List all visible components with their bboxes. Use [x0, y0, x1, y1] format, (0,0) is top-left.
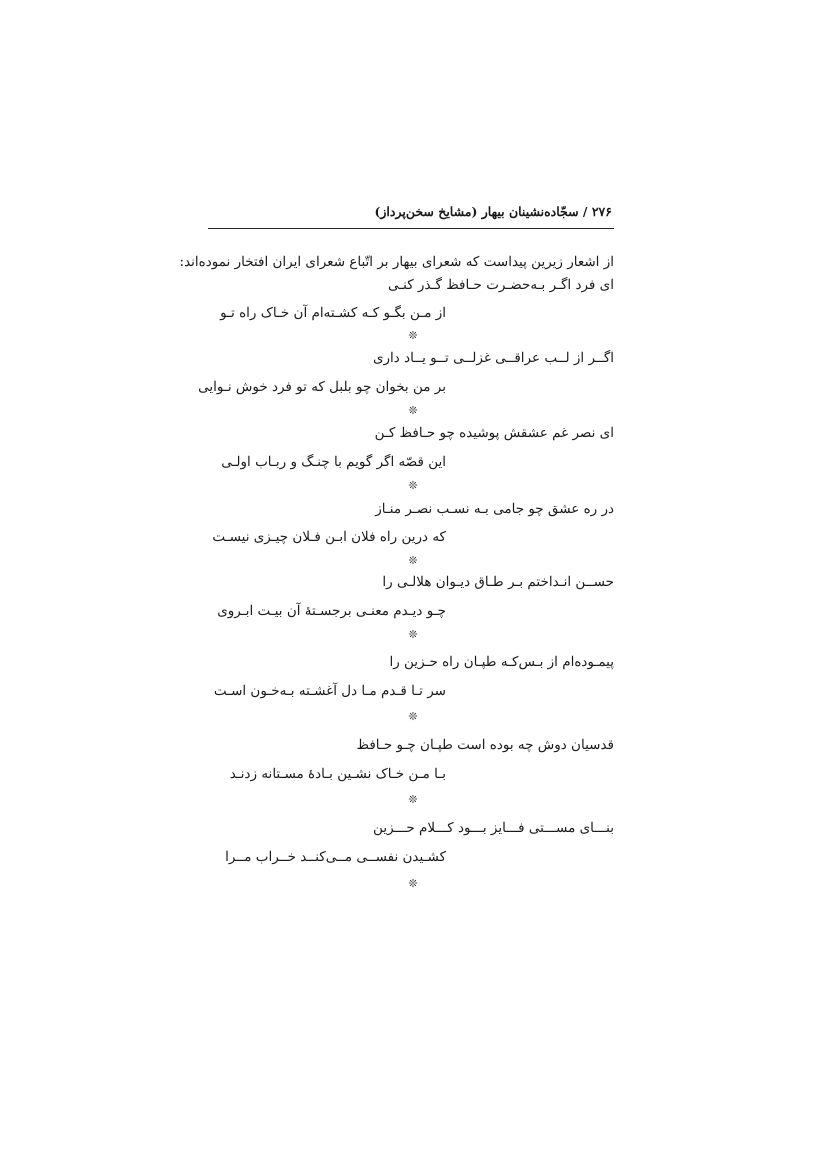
- header-rule: [208, 228, 614, 229]
- hemistich-4b: که درین راه فلان ابـن فـلان چیـزی نیسـت: [212, 529, 446, 545]
- hemistich-3b: این قصّه اگر گویم با چنـگ و ربـاب اولـی: [221, 454, 446, 470]
- separator-star: ❊: [408, 329, 418, 342]
- hemistich-4a: در ره عشق چو جامی بـه نسـب نصـر منـاز: [375, 501, 614, 517]
- running-header: ۲۷۶ / سجّاده‌نشینان بیهار (مشایخ سخن‌پرداز): [374, 204, 612, 219]
- hemistich-2b: بر من بخوان چو بلبل که تو فرد خوش نـوایی: [198, 379, 446, 395]
- hemistich-1b: از مـن بگـو کـه کشـته‌ام آن خـاک راه تـو: [220, 305, 446, 321]
- hemistich-6b: سر تـا قـدم مـا دل آغشـته بـه‌خـون اسـت: [213, 683, 446, 699]
- separator-star: ❊: [408, 479, 418, 492]
- hemistich-7b: بـا مـن خـاک نشـین بـادهٔ مسـتانه زدنـد: [229, 766, 446, 782]
- hemistich-8a: بنـــای مســـتی فـــایز بـــود کـــلام حـــزین: [373, 820, 614, 836]
- hemistich-5a: حســن انـداختم بـر طـاق دیـوان هلالـی را: [382, 574, 614, 590]
- separator-star: ❊: [408, 877, 418, 890]
- hemistich-7a: قدسیان دوش چه بوده است طپـان چـو حـافظ: [356, 737, 614, 753]
- separator-star: ❊: [408, 554, 418, 567]
- hemistich-6a: پیمـوده‌ام از بـس‌کـه طپـان راه حـزین را: [389, 654, 614, 670]
- hemistich-3a: ای نصر غم عشقش پوشیده چو حـافظ کـن: [374, 425, 614, 441]
- separator-star: ❊: [408, 793, 418, 806]
- hemistich-5b: چـو دیـدم معنـی برجسـتهٔ آن بیـت ابـروی: [217, 603, 446, 619]
- intro-text: از اشعار زیرین پیداست که شعرای بیهار بر اتّباع شعرای ایران افتخار نموده‌اند:: [179, 254, 614, 270]
- hemistich-1a: ای فرد اگـر بـه‌حضـرت حـافظ گـذر کنـی: [387, 277, 614, 293]
- hemistich-2a: اگــر از لــب عراقــی غزلــی تــو یــاد داری: [372, 350, 614, 366]
- separator-star: ❊: [408, 404, 418, 417]
- hemistich-8b: کشـیدن نفســی مــی‌کنــد خــراب مــرا: [225, 849, 446, 865]
- separator-star: ❊: [408, 710, 418, 723]
- separator-star: ❊: [408, 628, 418, 641]
